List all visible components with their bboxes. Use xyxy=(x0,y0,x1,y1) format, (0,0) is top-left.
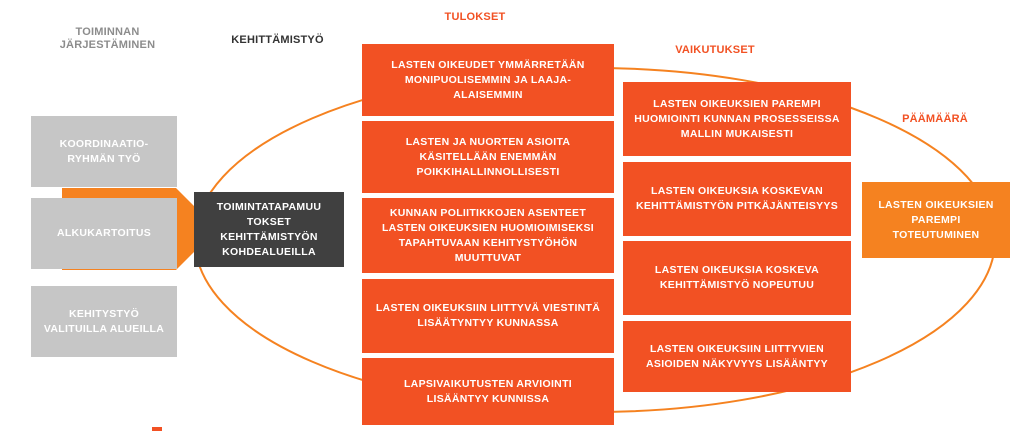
effect-box-3: LASTEN OIKEUKSIA KOSKEVA KEHITTÄMISTYÖ NOPEUTUU xyxy=(623,241,851,315)
header-results: TULOKSET xyxy=(444,11,506,23)
result-box-3: KUNNAN POLIITIKKOJEN ASENTEET LASTEN OIKEUKSIEN HUOMIOIMISEKSI TAPAHTUVAAN KEHITYSTYÖHÖN MUUTTUVAT xyxy=(362,198,614,273)
result-box-4: LASTEN OIKEUKSIIN LIITTYVÄ VIESTINTÄ LISÄÄTYNTYY KUNNASSA xyxy=(362,279,614,353)
result-box-5: LAPSIVAIKUTUSTEN ARVIOINTI LISÄÄNTYY KUNNISSA xyxy=(362,358,614,425)
header-organizing: TOIMINNAN JÄRJESTÄMINEN xyxy=(59,26,156,51)
effect-box-1: LASTEN OIKEUKSIEN PAREMPI HUOMIOINTI KUNNAN PROSESSEISSA MALLIN MUKAISESTI xyxy=(623,82,851,156)
result-box-1: LASTEN OIKEUDET YMMÄRRETÄÄN MONIPUOLISEMMIN JA LAAJA-ALAISEMMIN xyxy=(362,44,614,116)
header-development: KEHITTÄMISTYÖ xyxy=(231,34,324,46)
goal-box: LASTEN OIKEUKSIEN PAREMPI TOTEUTUMINEN xyxy=(862,182,1010,258)
box-practice-changes: TOIMINTATAPAMUU TOKSET KEHITTÄMISTYÖN KOHDEALUEILLA xyxy=(194,192,344,267)
effect-box-4: LASTEN OIKEUKSIIN LIITTYVIEN ASIOIDEN NÄKYVYYS LISÄÄNTYY xyxy=(623,321,851,392)
effect-box-2: LASTEN OIKEUKSIA KOSKEVAN KEHITTÄMISTYÖN PITKÄJÄNTEISYYS xyxy=(623,162,851,236)
box-development-selected-areas: KEHITYSTYÖ VALITUILLA ALUEILLA xyxy=(31,286,177,357)
header-goal: PÄÄMÄÄRÄ xyxy=(902,113,968,125)
bottom-tick-mark xyxy=(152,427,162,431)
box-coordination-group: KOORDINAATIO-RYHMÄN TYÖ xyxy=(31,116,177,187)
box-initial-survey: ALKUKARTOITUS xyxy=(31,198,177,269)
header-effects: VAIKUTUKSET xyxy=(675,44,755,56)
result-box-2: LASTEN JA NUORTEN ASIOITA KÄSITELLÄÄN ENEMMÄN POIKKIHALLINNOLLISESTI xyxy=(362,121,614,193)
